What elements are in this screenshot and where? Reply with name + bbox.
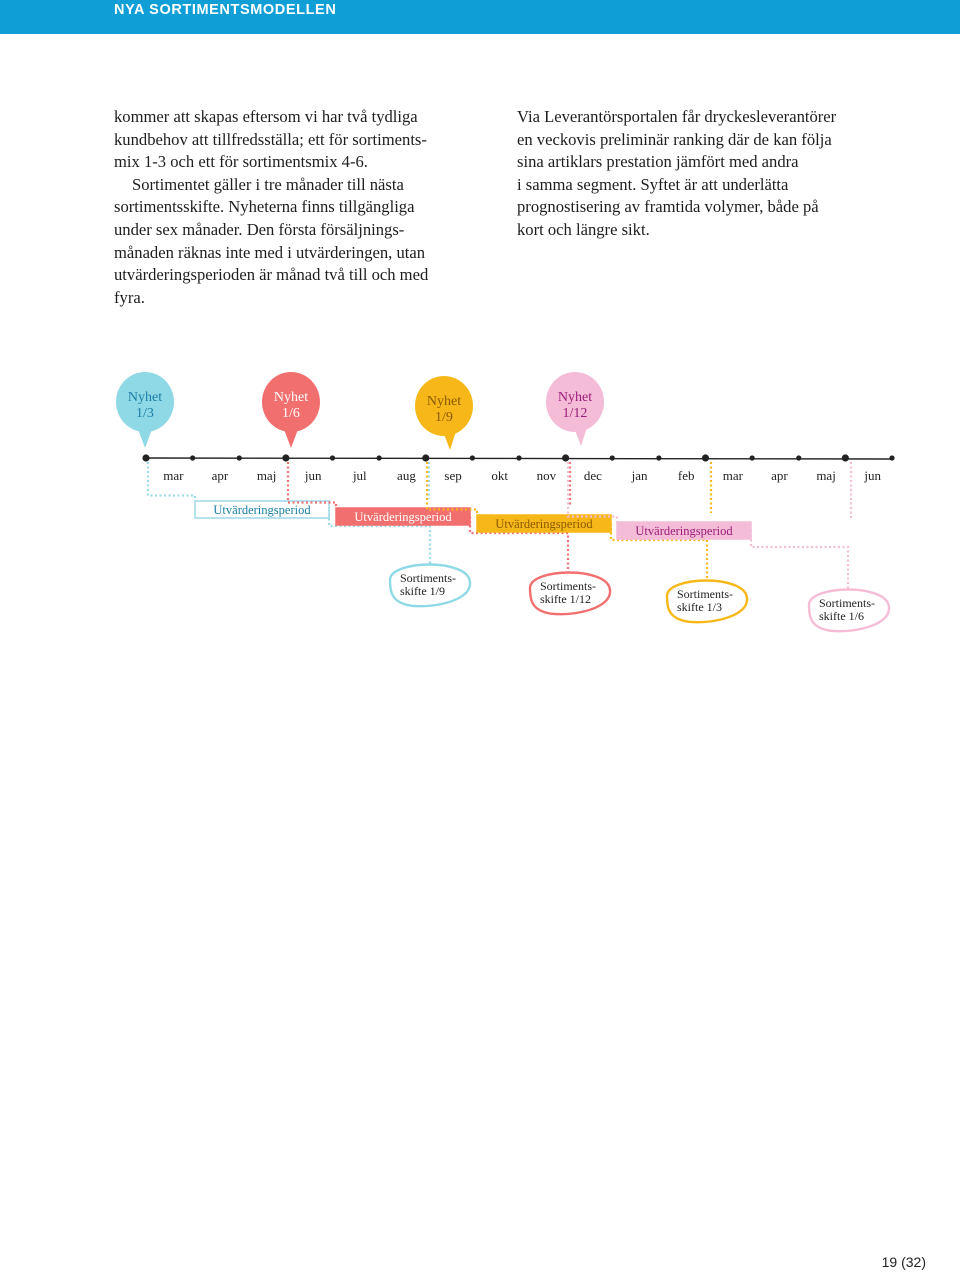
month-dot: [237, 455, 242, 460]
month-label: dec: [583, 468, 602, 483]
nyhet-label: Nyhet: [557, 390, 593, 405]
month-label: feb: [677, 468, 695, 483]
assortment-swap-label: Sortiments-: [819, 596, 875, 610]
month-dot: [842, 454, 849, 461]
month-label: maj: [256, 468, 277, 483]
body-line: i samma segment. Syftet är att underlätta: [517, 174, 789, 194]
body-line: kommer att skapas eftersom vi har två tydliga: [114, 107, 418, 126]
body-line: utvärderingsperioden är månad två till och med: [114, 265, 429, 285]
month-dot: [282, 454, 289, 461]
month-label: jun: [864, 468, 881, 483]
body-text-right-column: [517, 106, 907, 242]
evaluation-period-label: Utvärderingsperiod: [495, 517, 593, 531]
month-label: apr: [211, 468, 229, 483]
body-line: prognostisering av framtida volymer, både på: [517, 197, 819, 217]
month-dot: [470, 455, 475, 460]
month-dot: [750, 455, 755, 460]
assortment-swap-date: skifte 1/9: [400, 584, 445, 598]
month-label: okt: [491, 468, 508, 483]
month-dot: [377, 455, 382, 460]
month-dot: [330, 455, 335, 460]
month-label: sep: [444, 468, 462, 483]
assortment-swap-label: Sortiments-: [400, 571, 456, 585]
month-dot: [656, 455, 661, 460]
nyhet-label: Nyhet: [426, 394, 462, 409]
assortment-swap-date: skifte 1/6: [819, 609, 864, 623]
month-dot: [702, 454, 709, 461]
assortment-swap-date: skifte 1/3: [677, 600, 722, 614]
header-bar: [0, 0, 960, 34]
body-line: en veckovis preliminär ranking där de kan följa: [517, 129, 832, 149]
nyhet-date: 1/12: [562, 406, 588, 421]
body-line: Sortimentet gäller i tre månader till nästa: [132, 174, 404, 194]
month-label: mar: [163, 468, 184, 483]
body-text-left-column: [114, 106, 489, 309]
month-dot: [610, 455, 615, 460]
evaluation-period-label: Utvärderingsperiod: [213, 503, 311, 517]
month-label: jul: [352, 468, 367, 483]
month-label: jun: [304, 468, 322, 483]
assortment-swap-label: Sortiments-: [540, 579, 596, 593]
assortment-swap-date: skifte 1/12: [540, 592, 591, 606]
month-dot: [796, 455, 801, 460]
month-dot: [142, 454, 149, 461]
month-dot: [516, 455, 521, 460]
assortment-timeline-diagram: [0, 360, 960, 650]
month-label: maj: [816, 468, 836, 483]
nyhet-date: 1/9: [435, 410, 453, 425]
month-label: jan: [631, 468, 648, 483]
page-number: 19 (32): [881, 1254, 926, 1270]
month-label: apr: [771, 468, 788, 483]
section-title: NYA SORTIMENTSMODELLEN: [114, 2, 337, 18]
evaluation-period-label: Utvärderingsperiod: [635, 524, 733, 538]
body-line: kort och längre sikt.: [517, 219, 650, 239]
body-line: sortimentsskifte. Nyheterna finns tillgängliga: [114, 197, 415, 217]
body-line: under sex månader. Den första försäljnings-: [114, 219, 405, 239]
month-dot: [422, 454, 429, 461]
month-dot: [562, 454, 569, 461]
month-dot: [190, 455, 195, 460]
nyhet-label: Nyhet: [127, 390, 163, 405]
body-line: kundbehov att tillfredsställa; ett för sortiments-: [114, 129, 427, 149]
nyhet-label: Nyhet: [273, 390, 309, 405]
nyhet-date: 1/6: [282, 406, 300, 421]
assortment-swap-label: Sortiments-: [677, 587, 733, 601]
nyhet-date: 1/3: [136, 406, 154, 421]
month-label: aug: [397, 468, 416, 483]
month-label: nov: [536, 468, 557, 483]
period-connector: [751, 531, 848, 597]
body-line: månaden räknas inte med i utvärderingen, utan: [114, 242, 426, 262]
evaluation-period-label: Utvärderingsperiod: [354, 510, 452, 524]
body-line: mix 1-3 och ett för sortimentsmix 4-6.: [114, 152, 368, 172]
body-line: Via Leverantörsportalen får dryckesleverantörer: [517, 107, 837, 126]
body-line: sina artiklars prestation jämfört med andra: [517, 152, 799, 172]
month-label: mar: [722, 468, 743, 483]
body-line: fyra.: [114, 287, 145, 307]
month-dot: [889, 455, 894, 460]
